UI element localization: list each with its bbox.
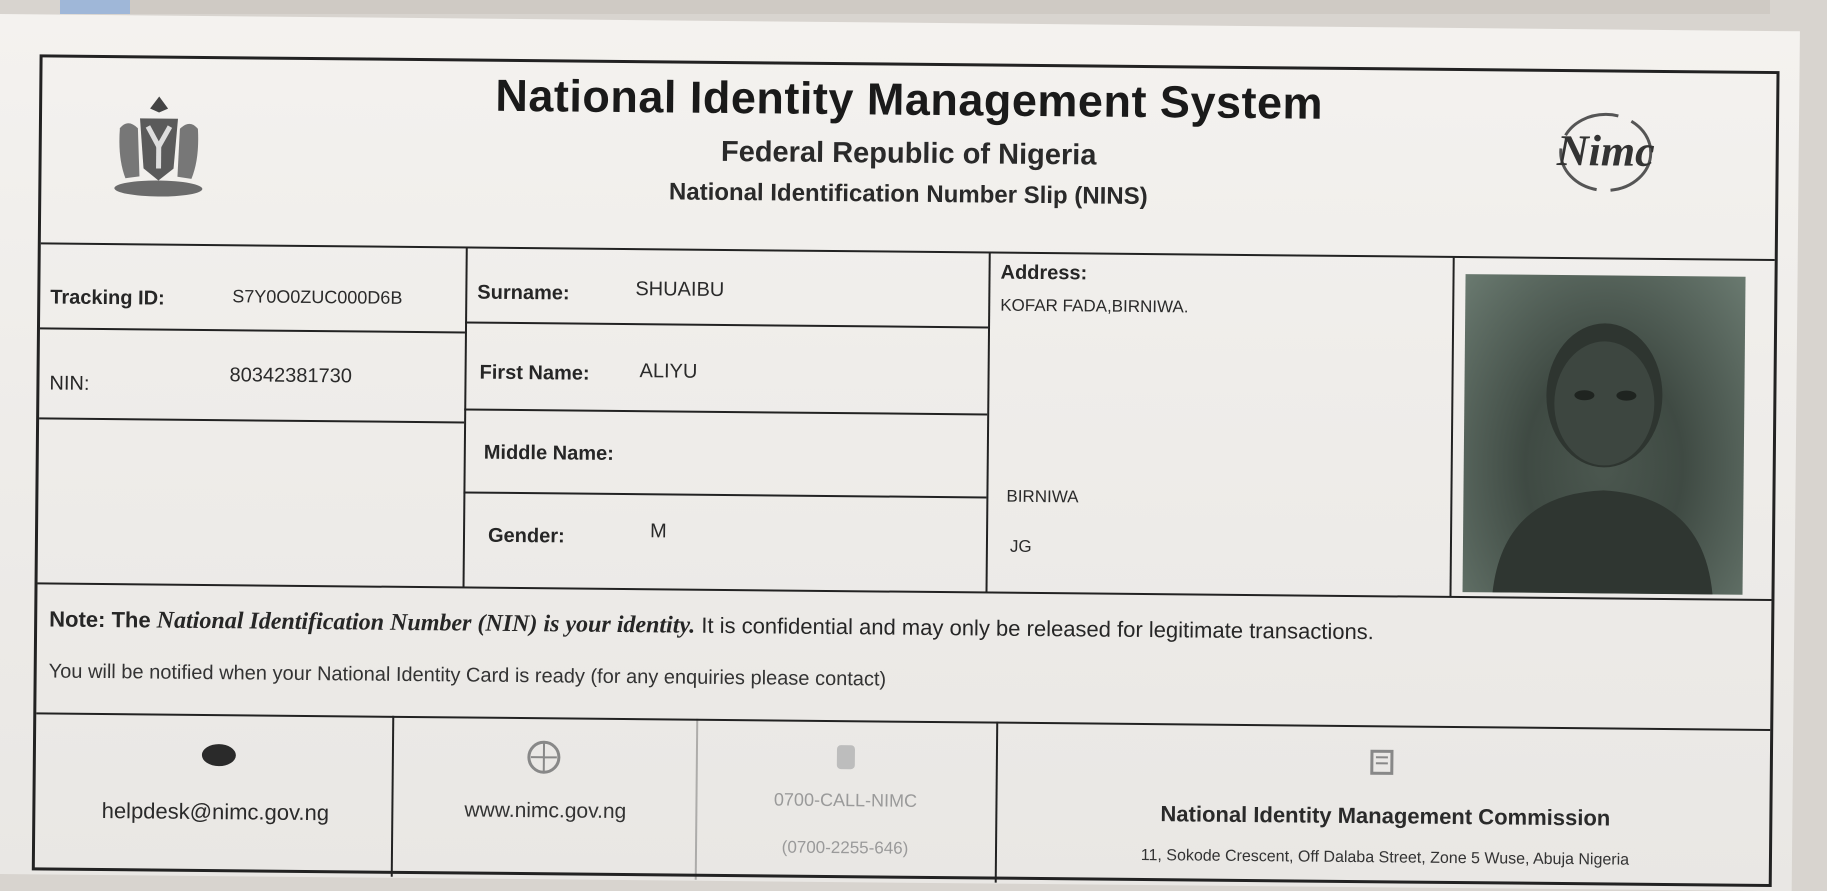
- divider: [463, 246, 468, 586]
- identity-fields: [38, 242, 1775, 601]
- middle-name-label: Middle Name:: [483, 441, 614, 465]
- divider: [464, 408, 987, 415]
- divider: [995, 722, 999, 883]
- nin-slip-paper: [0, 14, 1800, 891]
- svg-text:Nimc: Nimc: [1556, 125, 1655, 176]
- divider: [695, 719, 699, 880]
- email-icon: [201, 742, 237, 768]
- portrait-icon: [1463, 274, 1746, 595]
- notice-emphasis: National Identification Number (NIN) is your identity.: [156, 607, 696, 639]
- divider: [463, 491, 986, 498]
- first-name-value: ALIYU: [639, 360, 698, 383]
- surname-label: Surname:: [477, 281, 570, 305]
- divider: [1449, 256, 1454, 596]
- page-title: National Identity Management System: [495, 69, 1324, 129]
- tracking-id-value: S7Y0O0ZUC000D6B: [232, 286, 403, 308]
- address-label: Address:: [1000, 261, 1088, 285]
- phone-icon: [831, 742, 861, 772]
- background-strip: [60, 0, 130, 14]
- address-line-2: BIRNIWA: [1006, 486, 1079, 507]
- gender-label: Gender:: [487, 524, 565, 548]
- first-name-label: First Name:: [479, 361, 590, 385]
- passport-photo: [1463, 274, 1746, 595]
- notice-line-1: [49, 607, 1374, 647]
- nin-slip: [32, 54, 1780, 887]
- website-link[interactable]: www.nimc.gov.ng: [464, 798, 627, 824]
- nin-value: 80342381730: [229, 364, 353, 388]
- commission-name: National Identity Management Commission: [1160, 801, 1611, 831]
- commission-address: 11, Sokode Crescent, Off Dalaba Street, Zone 5 Wuse, Abuja Nigeria: [1140, 846, 1630, 869]
- nimc-logo-icon: [1530, 107, 1681, 198]
- background-strip-2: [130, 0, 1770, 14]
- building-icon: [1366, 745, 1398, 777]
- divider: [986, 252, 991, 592]
- globe-icon: [526, 739, 562, 775]
- contact-footer: [35, 712, 1770, 890]
- gender-value: M: [649, 520, 667, 543]
- slip-header: [41, 57, 1777, 261]
- nin-label: NIN:: [49, 372, 90, 395]
- tracking-id-label: Tracking ID:: [50, 286, 165, 310]
- divider: [39, 417, 464, 423]
- notice-line-2: You will be notified when your National Identity Card is ready (for any enquiries please contact): [48, 660, 887, 691]
- phone-label: 0700-CALL-NIMC: [773, 789, 918, 811]
- divider: [465, 321, 988, 328]
- notice-prefix: Note: The: [49, 606, 157, 633]
- page-subtitle: Federal Republic of Nigeria: [720, 135, 1097, 172]
- helpdesk-email[interactable]: helpdesk@nimc.gov.ng: [101, 798, 330, 826]
- phone-number: (0700-2255-646): [781, 837, 909, 858]
- notice-section: [36, 582, 1771, 731]
- surname-value: SHUAIBU: [635, 278, 725, 301]
- divider: [391, 716, 395, 877]
- address-line-3: JG: [1009, 536, 1032, 556]
- address-line-1: KOFAR FADA,BIRNIWA.: [1000, 295, 1189, 317]
- slip-title: National Identification Number Slip (NINS): [668, 178, 1148, 211]
- divider: [40, 327, 465, 333]
- notice-suffix: It is confidential and may only be released for legitimate transactions.: [695, 612, 1374, 645]
